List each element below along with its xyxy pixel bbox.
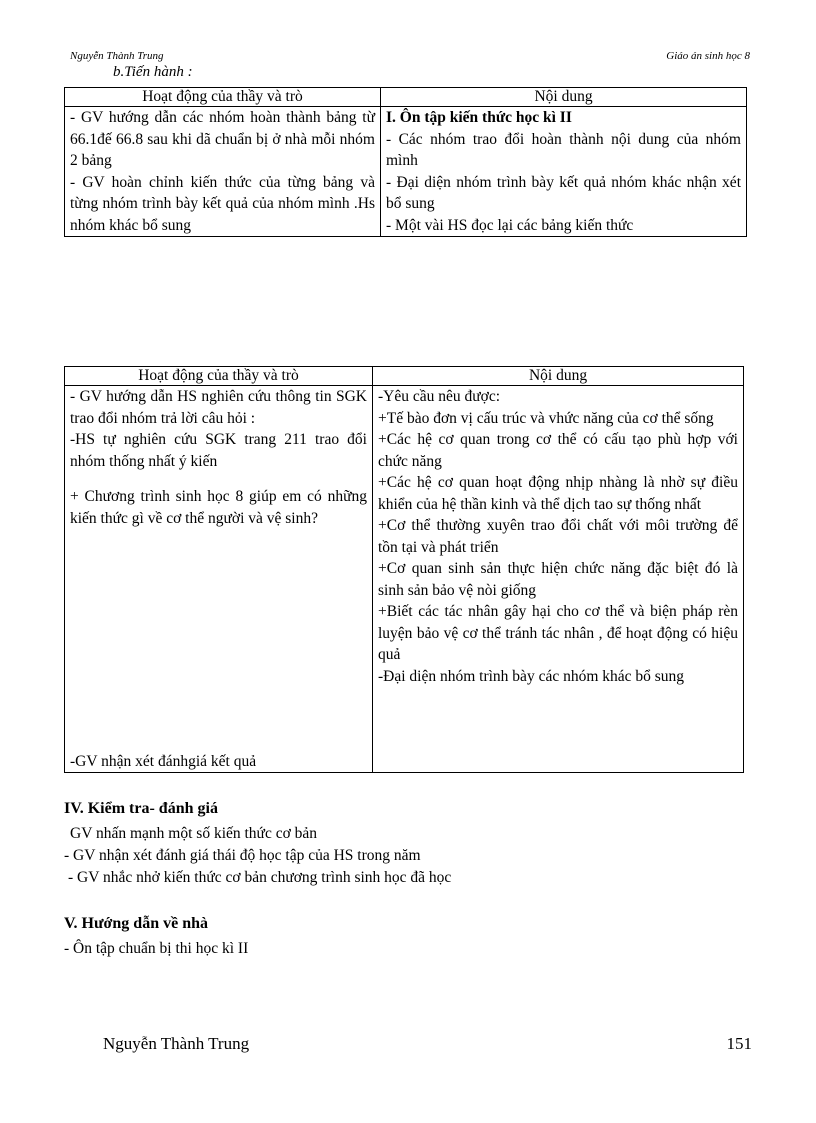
- table2-left-line: - GV hướng dẫn HS nghiên cứu thông tin SGK trao đổi nhóm trả lời câu hỏi :: [70, 388, 367, 427]
- table2-left-line: -GV nhận xét đánhgiá kết quả: [70, 752, 257, 770]
- table2-right-line: +Biết các tác nhân gây hại cho cơ thể và biện pháp rèn luyện bảo vệ cơ thể tránh tác nhân , để hoạt động có hiệu quả: [378, 603, 738, 663]
- table2-col1-header: Hoạt động của thầy và trò: [65, 367, 373, 386]
- subheading: b.Tiến hành :: [113, 64, 193, 80]
- header-title: Giáo án sinh học 8: [666, 50, 750, 62]
- table1-content-cell: [381, 107, 747, 237]
- table2-right-line: -Đại diện nhóm trình bày các nhóm khác bổ sung: [378, 667, 685, 685]
- section4-line: GV nhấn mạnh một số kiến thức cơ bản: [70, 825, 318, 842]
- table2-right-line: +Cơ thể thường xuyên trao đổi chất với môi trường để tồn tại và phát triển: [378, 517, 738, 556]
- table2-left-line: + Chương trình sinh học 8 giúp em có những kiến thức gì về cơ thể người và vệ sinh?: [70, 488, 367, 527]
- table2-content-cell: [373, 386, 744, 773]
- table1-right-line: - Một vài HS đọc lại các bảng kiến thức: [386, 216, 634, 234]
- table1-activity-cell: [65, 107, 381, 237]
- page-number: 151: [726, 1034, 752, 1053]
- section5-title: V. Hướng dẫn về nhà: [64, 915, 208, 932]
- table1-left-line: - GV hoàn chỉnh kiến thức của từng bảng và từng nhóm trình bày kết quả của nhóm mình .Hs nhóm khác bổ sung: [70, 173, 375, 234]
- table1-col1-header: Hoạt động của thầy và trò: [65, 88, 381, 107]
- table1-col2-header: Nội dung: [381, 88, 747, 107]
- table1-right-line: - Các nhóm trao đổi hoàn thành nội dung của nhóm mình: [386, 130, 741, 169]
- table2-right-line: +Cơ quan sinh sản thực hiện chức năng đặc biệt đó là sinh sản bảo vệ nòi giống: [378, 560, 738, 599]
- lesson-table-2: [64, 366, 744, 773]
- lesson-table-1: [64, 87, 747, 237]
- section4-title: IV. Kiểm tra- đánh giá: [64, 800, 218, 817]
- section4-line: - GV nhận xét đánh giá thái độ học tập của HS trong năm: [64, 847, 421, 864]
- table2-left-line: -HS tự nghiên cứu SGK trang 211 trao đổi nhóm thống nhất ý kiến: [70, 431, 367, 470]
- section4-line: - GV nhắc nhở kiến thức cơ bản chương trình sinh học đã học: [68, 869, 452, 886]
- table2-right-line: -Yêu cầu nêu được:: [378, 388, 501, 405]
- table2-right-line: +Các hệ cơ quan trong cơ thể có cấu tạo phù hợp với chức năng: [378, 431, 738, 470]
- table2-col2-header: Nội dung: [373, 367, 744, 386]
- table2-activity-cell: [65, 386, 373, 773]
- table2-right-line: +Các hệ cơ quan hoạt động nhịp nhàng là nhờ sự điều khiển của hệ thần kinh và thể dịch tao sự thống nhất: [378, 474, 738, 513]
- table2-right-line: +Tế bào đơn vị cấu trúc và vhức năng của cơ thể sống: [378, 409, 714, 427]
- table1-content-title: I. Ôn tập kiến thức học kì II: [386, 109, 572, 126]
- footer-author: Nguyễn Thành Trung: [103, 1034, 250, 1053]
- header-author: Nguyễn Thành Trung: [70, 50, 164, 62]
- table1-left-line: - GV hướng dẫn các nhóm hoàn thành bảng từ 66.1đế 66.8 sau khi dã chuẩn bị ở nhà mỗi nhóm 2 bảng: [70, 109, 375, 169]
- section5-line: - Ôn tập chuẩn bị thi học kì II: [64, 940, 249, 957]
- table1-right-line: - Đại diện nhóm trình bày kết quả nhóm khác nhận xét bổ sung: [386, 173, 741, 212]
